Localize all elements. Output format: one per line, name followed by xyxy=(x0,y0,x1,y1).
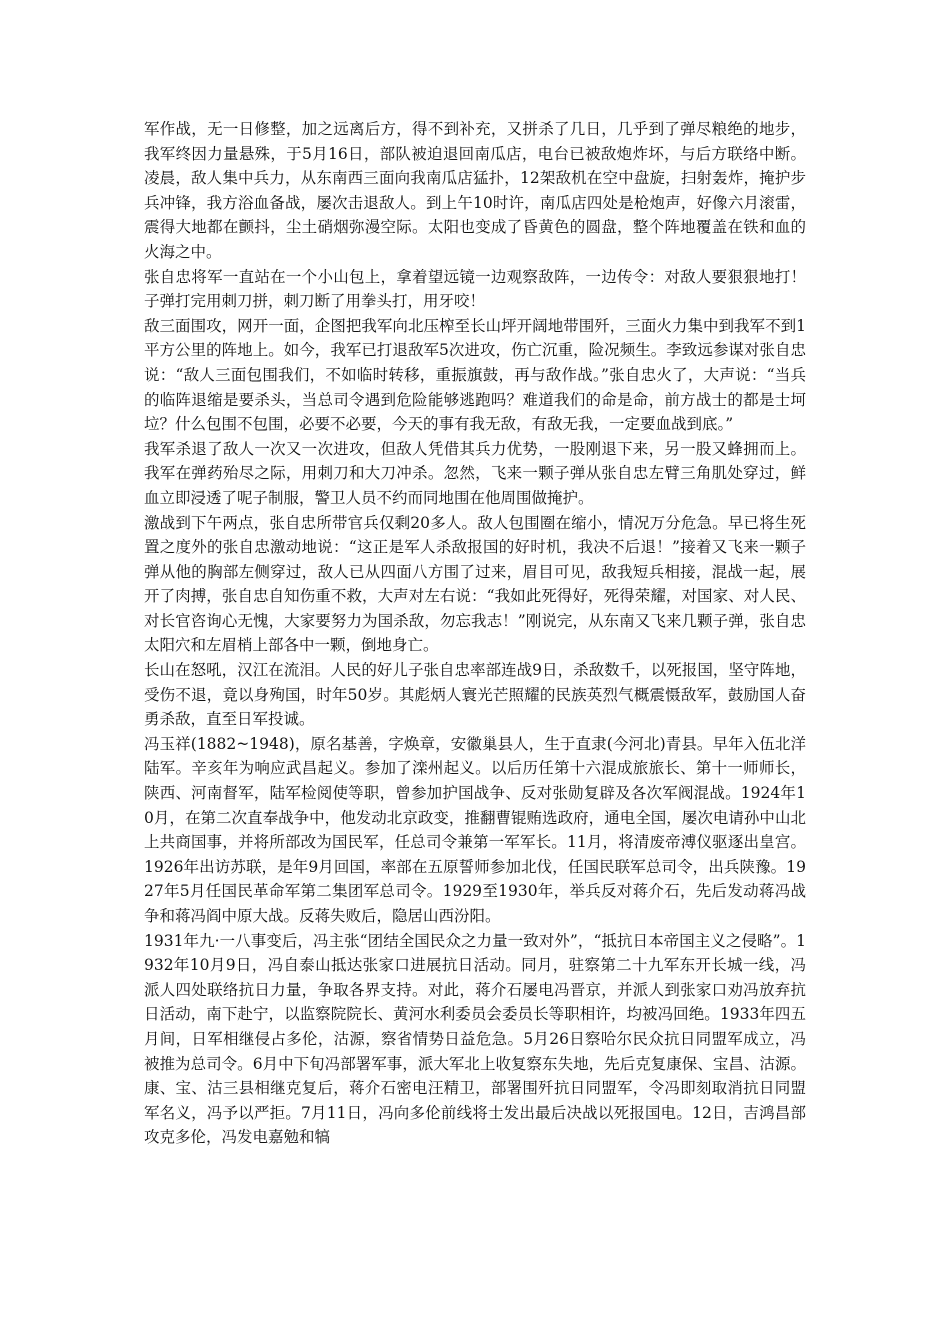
paragraph: 张自忠将军一直站在一个小山包上，拿着望远镜一边观察敌阵，一边传令：对敌人要狠狠地打！子弹打完用刺刀拼，刺刀断了用拳头打，用牙咬！ xyxy=(144,267,806,311)
paragraph: 我军杀退了敌人一次又一次进攻，但敌人凭借其兵力优势，一股刚退下来，另一股又蜂拥而上。我军在弹药殆尽之际，用刺刀和大刀冲杀。忽然，飞来一颗子弹从张自忠左臂三角肌处穿过，鲜血立即浸透了呢子制服，警卫人员不约而同地围在他周围做掩护。 xyxy=(144,439,806,507)
paragraph: 1931年九·一八事变后，冯主张“团结全国民众之力量一致对外”，“抵抗日本帝国主义之侵略”。1932年10月9日，冯自泰山抵达张家口进展抗日活动。同月，驻察第二十九军东开长城一线，冯派人四处联络抗日力量，争取各界支持。对此，蒋介石屡电冯晋京，并派人到张家口劝冯放弃抗日活动，南下赴宁，以监察院院长、黄河水利委员会委员长等职相许，均被冯回绝。1933年四五月间，日军相继侵占多伦，沽源，察省情势日益危急。5月26日察哈尔民众抗日同盟军成立，冯被推为总司令。6月中下旬冯部署军事，派大军北上收复察东失地，先后克复康保、宝昌、沽源。康、宝、沽三县相继克复后，蒋介石密电汪精卫，部署围歼抗日同盟军，令冯即刻取消抗日同盟军名义，冯予以严拒。7月11日，冯向多伦前线将士发出最后决战以死报国电。12日，吉鸿昌部攻克多伦，冯发电嘉勉和犒 xyxy=(144,931,806,1147)
paragraph: 敌三面围攻，网开一面，企图把我军向北压榨至长山坪开阔地带围歼，三面火力集中到我军不到1平方公里的阵地上。如今，我军已打退敌军5次进攻，伤亡沉重，险况频生。李致远参谋对张自忠说：“敌人三面包围我们，不如临时转移，重振旗鼓，再与敌作战。”张自忠火了，大声说：“当兵的临阵退缩是要杀头，当总司令遇到危险能够逃跑吗？难道我们的命是命，前方战士的都是士坷垃？什么包围不包围，必要不必要，今天的事有我无敌，有敌无我，一定要血战到底。” xyxy=(144,316,806,434)
paragraph: 军作战，无一日修整，加之远离后方，得不到补充，又拼杀了几日，几乎到了弹尽粮绝的地步，我军终因力量悬殊，于5月16日，部队被迫退回南瓜店，电台已被敌炮炸坏，与后方联络中断。凌晨，敌人集中兵力，从东南西三面向我南瓜店猛扑，12架敌机在空中盘旋，扫射轰炸，掩护步兵冲锋，我方浴血备战，屡次击退敌人。到上午10时许，南瓜店四处是枪炮声，好像六月滚雷，震得大地都在颤抖，尘土硝烟弥漫空际。太阳也变成了昏黄色的圆盘，整个阵地覆盖在铁和血的火海之中。 xyxy=(144,120,806,261)
paragraph: 长山在怒吼，汉江在流泪。人民的好儿子张自忠率部连战9日，杀敌数千，以死报国，坚守阵地，受伤不退，竟以身殉国，时年50岁。其彪炳人寰光芒照耀的民族英烈气概震慑敌军，鼓励国人奋勇杀敌，直至日军投诚。 xyxy=(144,661,806,729)
paragraph: 冯玉祥(1882~1948)，原名基善，字焕章，安徽巢县人，生于直隶(今河北)青县。早年入伍北洋陆军。辛亥年为响应武昌起义。参加了滦州起义。以后历任第十六混成旅旅长、第十一师师长，陕西、河南督军，陆军检阅使等职，曾参加护国战争、反对张勋复辟及各次军阀混战。1924年10月，在第二次直奉战争中，他发动北京政变，推翻曹锟贿选政府，通电全国，屡次电请孙中山北上共商国事，并将所部改为国民军，任总司令兼第一军军长。11月，将清废帝溥仪驱逐出皇宫。1926年出访苏联，是年9月回国，率部在五原誓师参加北伐，任国民联军总司令，出兵陕豫。1927年5月任国民革命军第二集团军总司令。1929至1930年，举兵反对蒋介石，先后发动蒋冯战争和蒋冯阎中原大战。反蒋失败后，隐居山西汾阳。 xyxy=(144,734,806,925)
document-body xyxy=(144,117,806,1150)
paragraph: 激战到下午两点，张自忠所带官兵仅剩20多人。敌人包围圈在缩小，情况万分危急。早已将生死置之度外的张自忠激动地说：“这正是军人杀敌报国的好时机，我决不后退！”接着又飞来一颗子弹从他的胸部左侧穿过，敌人已从四面八方围了过来，眉目可见，敌我短兵相接，混战一起，展开了肉搏，张自忠自知伤重不救，大声对左右说：“我如此死得好，死得荣耀，对国家、对人民、对长官咨询心无愧，大家要努力为国杀敌，勿忘我志！”刚说完，从东南又飞来几颗子弹，张自忠太阳穴和左眉梢上部各中一颗，倒地身亡。 xyxy=(144,513,806,655)
